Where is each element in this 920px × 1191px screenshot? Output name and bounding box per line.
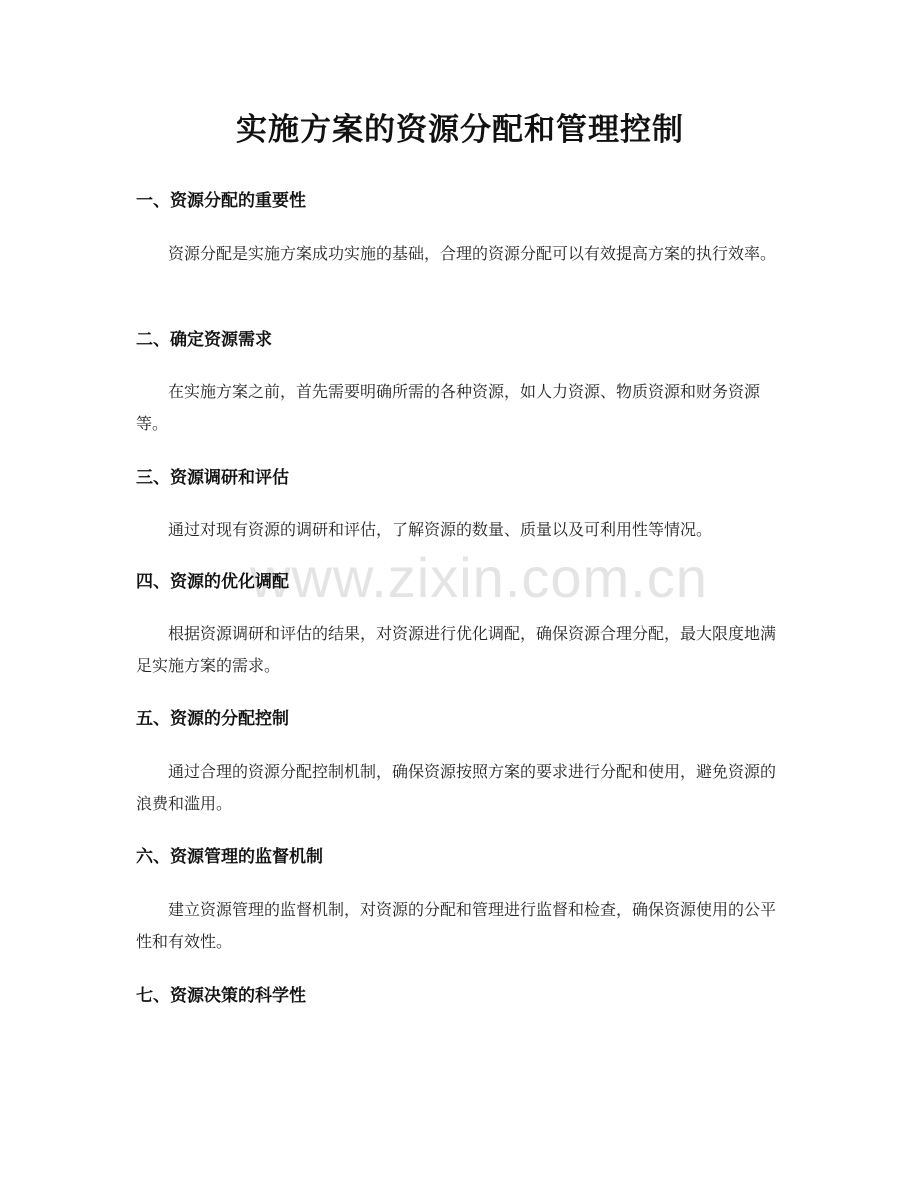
section-body-6: 建立资源管理的监督机制，对资源的分配和管理进行监督和检查，确保资源使用的公平性和有效性。 — [136, 900, 777, 951]
section-body-1: 资源分配是实施方案成功实施的基础，合理的资源分配可以有效提高方案的执行效率。 — [168, 244, 777, 263]
section-body-4: 根据资源调研和评估的结果，对资源进行优化调配，确保资源合理分配，最大限度地满足实施方案的需求。 — [136, 624, 777, 675]
watermark: www.zixin.com.cn — [250, 546, 708, 609]
section-heading-2: 二、确定资源需求 — [136, 330, 272, 350]
section-heading-5: 五、资源的分配控制 — [136, 709, 289, 729]
document-title: 实施方案的资源分配和管理控制 — [236, 112, 684, 148]
section-body-2: 在实施方案之前，首先需要明确所需的各种资源，如人力资源、物质资源和财务资源等。 — [136, 382, 761, 433]
section-body-5: 通过合理的资源分配控制机制，确保资源按照方案的要求进行分配和使用，避免资源的浪费和滥用。 — [136, 762, 777, 813]
section-heading-6: 六、资源管理的监督机制 — [136, 847, 323, 867]
section-heading-4: 四、资源的优化调配 — [136, 572, 289, 592]
section-heading-3: 三、资源调研和评估 — [136, 468, 289, 488]
section-body-3: 通过对现有资源的调研和评估，了解资源的数量、质量以及可利用性等情况。 — [168, 520, 713, 539]
section-heading-7: 七、资源决策的科学性 — [136, 986, 306, 1006]
section-heading-1: 一、资源分配的重要性 — [136, 191, 306, 211]
